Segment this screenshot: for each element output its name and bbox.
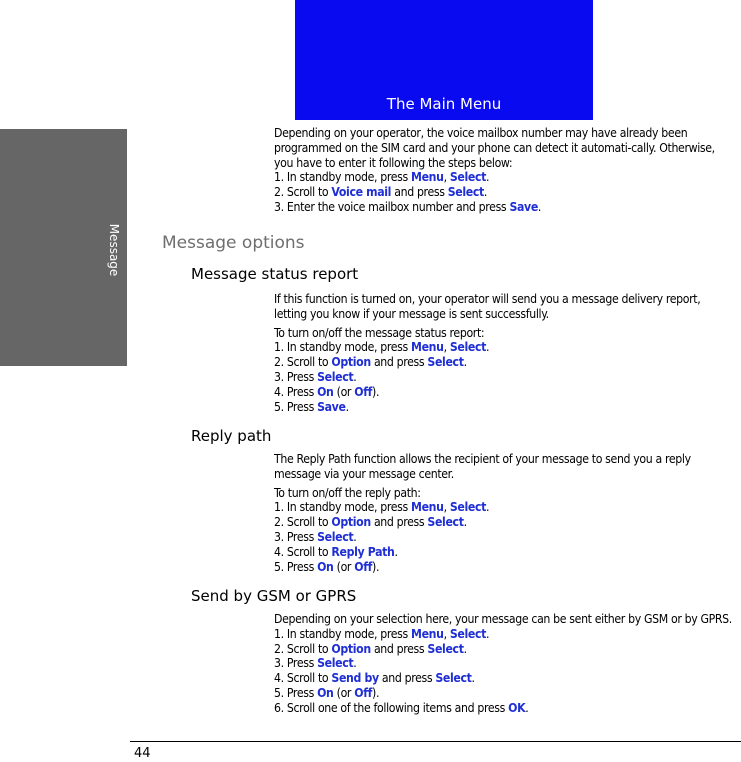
reply-path-step-1: 1. In standby mode, press Menu, Select. — [274, 500, 490, 515]
status-report-step-5: 5. Press Save. — [274, 399, 349, 414]
reply-path-title: Reply path — [191, 427, 272, 445]
chapter-header-box — [295, 0, 593, 120]
voicemail-block — [274, 126, 736, 215]
status-report-lead: To turn on/off the message status report: — [274, 325, 485, 340]
gsm-gprs-step-4: 4. Scroll to Send by and press Select. — [274, 671, 475, 686]
reply-path-intro: The Reply Path function allows the recipient of your message to send you a reply message via your message center. — [274, 452, 691, 481]
chapter-title: The Main Menu — [386, 95, 502, 113]
side-tab-label: Message — [107, 223, 121, 277]
reply-path-step-4: 4. Scroll to Reply Path. — [274, 544, 398, 559]
status-report-step-1: 1. In standby mode, press Menu, Select. — [274, 340, 490, 355]
gsm-gprs-intro: Depending on your selection here, your message can be sent either by GSM or by GPRS. — [274, 612, 732, 626]
footer-rule — [130, 741, 741, 742]
gsm-gprs-step-6: 6. Scroll one of the following items and press OK. — [274, 700, 529, 715]
gsm-gprs-step-3: 3. Press Select. — [274, 656, 357, 671]
reply-path-block — [274, 452, 736, 574]
voicemail-step-3: 3. Enter the voice mailbox number and press Save. — [274, 199, 542, 214]
status-report-intro: If this function is turned on, your operator will send you a message delivery report, letting you know if your message is sent successfully. — [274, 292, 701, 321]
status-report-block — [274, 292, 736, 414]
gsm-gprs-step-1: 1. In standby mode, press Menu, Select. — [274, 626, 490, 641]
status-report-step-4: 4. Press On (or Off). — [274, 384, 380, 399]
gsm-gprs-step-2: 2. Scroll to Option and press Select. — [274, 641, 467, 656]
reply-path-lead: To turn on/off the reply path: — [274, 485, 421, 500]
status-report-title: Message status report — [191, 265, 359, 283]
status-report-step-2: 2. Scroll to Option and press Select. — [274, 355, 467, 370]
voicemail-intro: Depending on your operator, the voice mailbox number may have already been programmed on the SIM card and your phone can detect it automati-cally. Otherwise, you have to enter it following the steps below: — [274, 126, 715, 170]
voicemail-step-1: 1. In standby mode, press Menu, Select. — [274, 170, 490, 185]
gsm-gprs-block — [274, 612, 736, 716]
status-report-step-3: 3. Press Select. — [274, 369, 357, 384]
section-title: Message options — [162, 233, 305, 253]
gsm-gprs-title: Send by GSM or GPRS — [191, 587, 357, 605]
gsm-gprs-step-5: 5. Press On (or Off). — [274, 685, 380, 700]
reply-path-step-5: 5. Press On (or Off). — [274, 559, 380, 574]
reply-path-step-3: 3. Press Select. — [274, 529, 357, 544]
page-number: 44 — [134, 746, 151, 761]
voicemail-step-2: 2. Scroll to Voice mail and press Select. — [274, 185, 488, 200]
reply-path-step-2: 2. Scroll to Option and press Select. — [274, 515, 467, 530]
